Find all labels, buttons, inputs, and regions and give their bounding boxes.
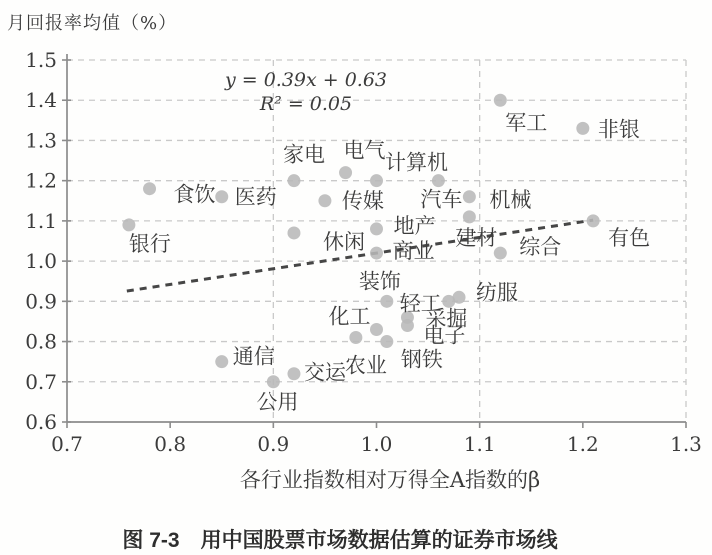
r-squared-line: R² = 0.05	[259, 93, 353, 115]
data-point-label-电气: 电气	[343, 138, 386, 163]
data-point-家电	[287, 174, 300, 187]
data-point-传媒	[318, 194, 331, 207]
y-tick-label-1.2: 1.2	[25, 168, 57, 193]
y-tick-label-1.0: 1.0	[25, 249, 57, 274]
data-point-电气	[339, 166, 352, 179]
data-point-label-食饮: 食饮	[173, 182, 216, 207]
data-point-休闲	[287, 226, 300, 239]
x-tick-label-1.1: 1.1	[463, 432, 496, 456]
y-tick-label-0.9: 0.9	[25, 289, 57, 314]
regression-equation	[225, 68, 387, 116]
data-point-装饰	[380, 295, 393, 308]
equation-line: y = 0.39x + 0.63	[224, 69, 388, 91]
data-point-机械	[463, 190, 476, 203]
data-point-建材	[463, 210, 476, 223]
data-point-label-农业: 农业	[344, 353, 387, 378]
data-point-食饮	[143, 182, 156, 195]
data-point-label-计算机: 计算机	[385, 150, 448, 175]
data-point-地产	[370, 222, 383, 235]
data-point-label-军工: 军工	[505, 111, 548, 136]
data-point-label-汽车: 汽车	[420, 187, 463, 212]
y-axis-title: 月回报率均值（%）	[7, 13, 178, 34]
data-point-label-通信: 通信	[232, 344, 275, 369]
data-point-label-钢铁: 钢铁	[400, 347, 443, 372]
x-tick-label-1.2: 1.2	[566, 432, 599, 456]
data-point-label-机械: 机械	[489, 187, 532, 212]
data-point-有色	[587, 214, 600, 227]
data-point-非银	[576, 122, 589, 135]
data-point-label-纺服: 纺服	[476, 280, 519, 305]
data-point-军工	[494, 94, 507, 107]
x-tick-label-1.3: 1.3	[670, 432, 702, 456]
data-point-label-商业: 商业	[392, 239, 435, 264]
data-point-label-综合: 综合	[519, 235, 562, 260]
x-tick-label-0.7: 0.7	[51, 432, 83, 456]
data-point-label-轻工: 轻工	[399, 291, 442, 316]
data-point-汽车	[432, 174, 445, 187]
figure-caption: 图 7-3 用中国股票市场数据估算的证券市场线	[122, 529, 558, 552]
data-point-label-采掘: 采掘	[425, 306, 468, 331]
data-point-label-建材: 建材	[455, 225, 498, 250]
data-point-医药	[215, 190, 228, 203]
y-tick-label-1.3: 1.3	[25, 128, 57, 153]
x-tick-label-1.0: 1.0	[360, 432, 393, 456]
data-point-label-非银: 非银	[597, 117, 640, 142]
data-point-label-休闲: 休闲	[322, 229, 365, 254]
data-point-label-医药: 医药	[234, 184, 277, 209]
data-point-label-交运: 交运	[303, 360, 346, 385]
x-axis-title: 各行业指数相对万得全A指数的β	[239, 468, 541, 492]
data-point-label-银行: 银行	[128, 231, 171, 256]
data-point-银行	[122, 218, 135, 231]
y-tick-label-0.6: 0.6	[25, 410, 57, 434]
data-point-label-有色: 有色	[608, 225, 651, 250]
x-tick-label-0.8: 0.8	[154, 432, 187, 456]
data-point-纺服	[453, 291, 466, 304]
data-point-农业	[349, 331, 362, 344]
data-point-交运	[287, 367, 300, 380]
data-point-商业	[370, 247, 383, 260]
y-tick-label-1.1: 1.1	[25, 208, 57, 233]
y-tick-label-1.4: 1.4	[25, 88, 57, 113]
data-point-label-传媒: 传媒	[341, 188, 384, 213]
y-tick-label-1.5: 1.5	[25, 48, 57, 72]
data-point-化工	[370, 323, 383, 336]
data-point-钢铁	[380, 335, 393, 348]
data-point-label-家电: 家电	[282, 142, 325, 167]
data-point-通信	[215, 355, 228, 368]
data-point-label-电子: 电子	[423, 323, 466, 348]
data-point-公用	[267, 375, 280, 388]
y-tick-label-0.8: 0.8	[25, 329, 57, 354]
data-point-计算机	[370, 174, 383, 187]
data-point-label-地产: 地产	[393, 213, 436, 238]
x-tick-label-0.9: 0.9	[257, 432, 290, 456]
data-point-电子	[401, 319, 414, 332]
data-point-label-公用: 公用	[256, 389, 299, 414]
y-tick-label-0.7: 0.7	[25, 369, 57, 394]
data-point-label-化工: 化工	[328, 304, 371, 329]
data-point-label-装饰: 装饰	[358, 269, 401, 294]
